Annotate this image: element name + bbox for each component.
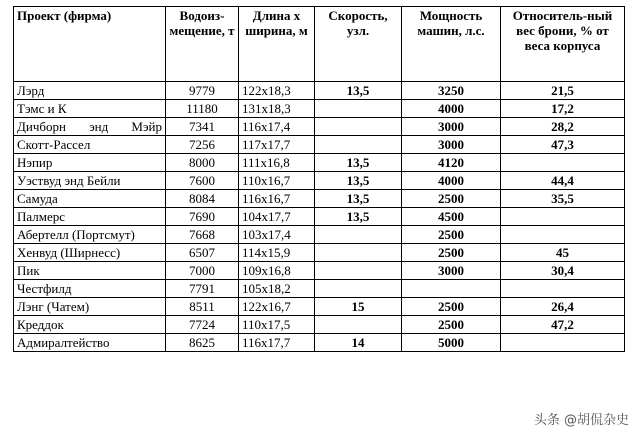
cell-displacement: 7791	[166, 280, 239, 298]
header-power: Мощность машин, л.с.	[402, 7, 501, 82]
cell-armor-weight: 47,2	[501, 316, 625, 334]
cell-armor-weight: 47,3	[501, 136, 625, 154]
cell-project: Хенвуд (Ширнесс)	[14, 244, 166, 262]
cell-speed	[315, 244, 402, 262]
cell-power: 3000	[402, 262, 501, 280]
cell-speed	[315, 226, 402, 244]
cell-armor-weight	[501, 208, 625, 226]
cell-project: Лэрд	[14, 82, 166, 100]
table-row	[14, 244, 625, 262]
cell-power: 3000	[402, 136, 501, 154]
table-row	[14, 82, 625, 100]
header-speed: Скорость, узл.	[315, 7, 402, 82]
cell-armor-weight: 44,4	[501, 172, 625, 190]
table-row	[14, 100, 625, 118]
cell-power: 2500	[402, 316, 501, 334]
cell-project: Абертелл (Портсмут)	[14, 226, 166, 244]
cell-power	[402, 280, 501, 298]
cell-speed	[315, 280, 402, 298]
cell-speed: 14	[315, 334, 402, 352]
cell-dimensions: 105x18,2	[239, 280, 315, 298]
cell-displacement: 7341	[166, 118, 239, 136]
cell-displacement: 8511	[166, 298, 239, 316]
cell-armor-weight: 26,4	[501, 298, 625, 316]
cell-power: 2500	[402, 226, 501, 244]
cell-displacement: 6507	[166, 244, 239, 262]
cell-armor-weight: 17,2	[501, 100, 625, 118]
cell-project: Креддок	[14, 316, 166, 334]
table-row	[14, 280, 625, 298]
cell-speed	[315, 118, 402, 136]
cell-armor-weight	[501, 280, 625, 298]
cell-project: Дичборн энд Мэйр	[14, 118, 166, 136]
table-row	[14, 172, 625, 190]
cell-power: 4120	[402, 154, 501, 172]
cell-project: Самуда	[14, 190, 166, 208]
cell-project: Тэмс и К	[14, 100, 166, 118]
cell-displacement: 7690	[166, 208, 239, 226]
cell-power: 4000	[402, 172, 501, 190]
table-row	[14, 208, 625, 226]
table-row	[14, 262, 625, 280]
cell-displacement: 7000	[166, 262, 239, 280]
cell-armor-weight: 28,2	[501, 118, 625, 136]
cell-displacement: 8000	[166, 154, 239, 172]
ship-projects-table	[13, 6, 625, 352]
cell-dimensions: 122x18,3	[239, 82, 315, 100]
cell-power: 5000	[402, 334, 501, 352]
cell-speed: 13,5	[315, 208, 402, 226]
cell-armor-weight	[501, 334, 625, 352]
cell-dimensions: 122x16,7	[239, 298, 315, 316]
header-armor-weight: Относитель-ный вес брони, % от веса корпуса	[501, 7, 625, 82]
table-row	[14, 136, 625, 154]
cell-displacement: 8084	[166, 190, 239, 208]
cell-project: Пик	[14, 262, 166, 280]
cell-dimensions: 116x17,4	[239, 118, 315, 136]
cell-speed: 13,5	[315, 82, 402, 100]
cell-power: 4500	[402, 208, 501, 226]
header-dimensions: Длина х ширина, м	[239, 7, 315, 82]
cell-dimensions: 103x17,4	[239, 226, 315, 244]
table-row	[14, 298, 625, 316]
cell-project: Честфилд	[14, 280, 166, 298]
cell-speed: 13,5	[315, 154, 402, 172]
cell-displacement: 9779	[166, 82, 239, 100]
cell-speed	[315, 100, 402, 118]
cell-speed	[315, 262, 402, 280]
cell-speed: 15	[315, 298, 402, 316]
cell-project: Нэпир	[14, 154, 166, 172]
table-row	[14, 118, 625, 136]
cell-displacement: 8625	[166, 334, 239, 352]
header-displacement: Водоиз-мещение, т	[166, 7, 239, 82]
header-project: Проект (фирма)	[14, 7, 166, 82]
cell-dimensions: 116x16,7	[239, 190, 315, 208]
cell-power: 2500	[402, 244, 501, 262]
cell-project: Адмиралтейство	[14, 334, 166, 352]
cell-speed: 13,5	[315, 190, 402, 208]
cell-speed: 13,5	[315, 172, 402, 190]
cell-project: Лэнг (Чатем)	[14, 298, 166, 316]
cell-armor-weight: 30,4	[501, 262, 625, 280]
cell-displacement: 7724	[166, 316, 239, 334]
cell-dimensions: 114x15,9	[239, 244, 315, 262]
cell-displacement: 7256	[166, 136, 239, 154]
cell-project: Уэствуд энд Бейли	[14, 172, 166, 190]
cell-project: Скотт-Рассел	[14, 136, 166, 154]
cell-power: 3000	[402, 118, 501, 136]
cell-dimensions: 116x17,7	[239, 334, 315, 352]
cell-dimensions: 104x17,7	[239, 208, 315, 226]
cell-power: 2500	[402, 190, 501, 208]
cell-dimensions: 110x16,7	[239, 172, 315, 190]
cell-dimensions: 131x18,3	[239, 100, 315, 118]
watermark: 头条 @胡侃杂史	[531, 408, 632, 429]
cell-displacement: 7668	[166, 226, 239, 244]
cell-power: 3250	[402, 82, 501, 100]
cell-project: Палмерс	[14, 208, 166, 226]
header-row	[14, 7, 625, 82]
cell-power: 4000	[402, 100, 501, 118]
cell-armor-weight: 45	[501, 244, 625, 262]
cell-armor-weight	[501, 154, 625, 172]
cell-armor-weight	[501, 226, 625, 244]
cell-power: 2500	[402, 298, 501, 316]
cell-speed	[315, 316, 402, 334]
cell-armor-weight: 21,5	[501, 82, 625, 100]
cell-armor-weight: 35,5	[501, 190, 625, 208]
cell-dimensions: 109x16,8	[239, 262, 315, 280]
table-row	[14, 226, 625, 244]
cell-dimensions: 111x16,8	[239, 154, 315, 172]
cell-speed	[315, 136, 402, 154]
table-row	[14, 154, 625, 172]
cell-dimensions: 110x17,5	[239, 316, 315, 334]
table-row	[14, 190, 625, 208]
cell-displacement: 11180	[166, 100, 239, 118]
table-row	[14, 316, 625, 334]
table-row	[14, 334, 625, 352]
cell-displacement: 7600	[166, 172, 239, 190]
cell-dimensions: 117x17,7	[239, 136, 315, 154]
